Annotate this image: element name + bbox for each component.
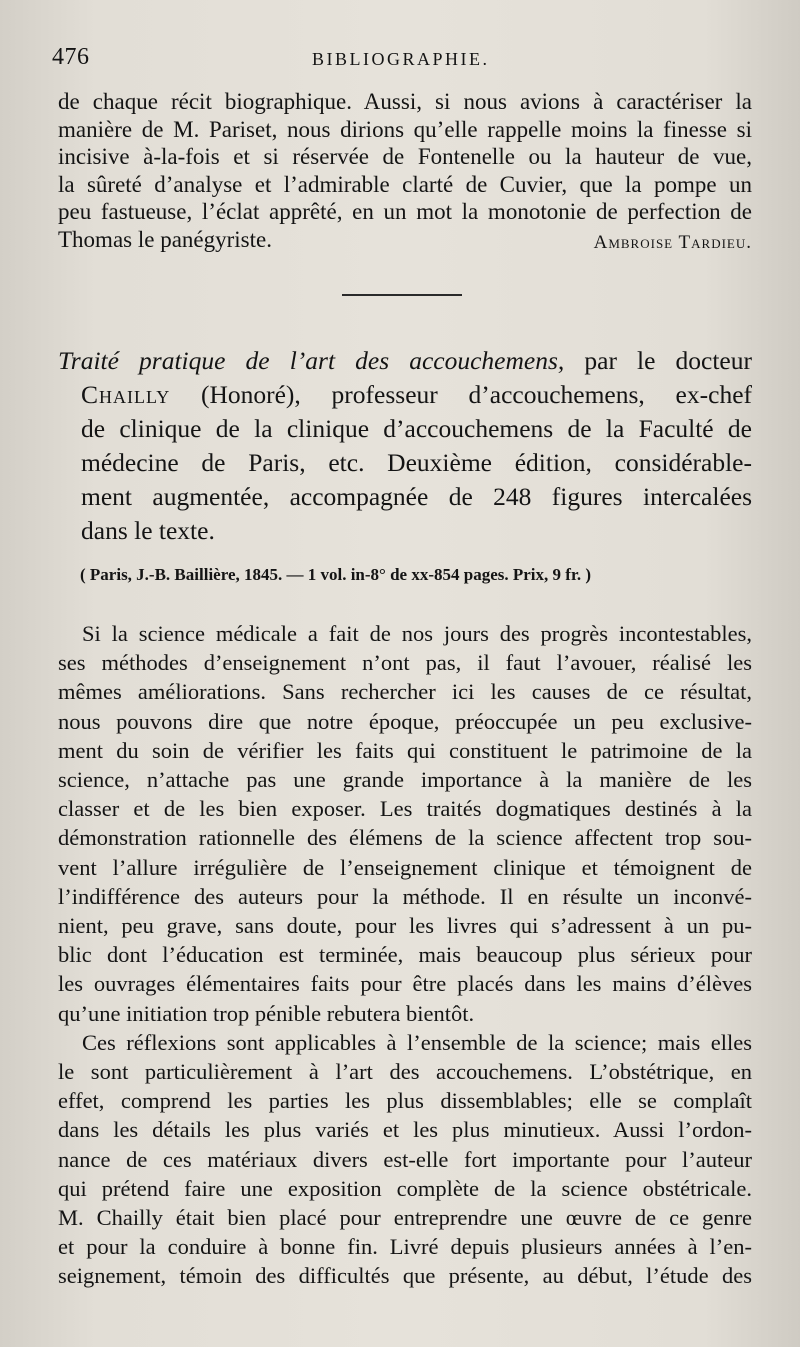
entry-line bbox=[58, 378, 752, 412]
entry-line: ment augmentée, accompagnée de 248 figures intercalées bbox=[81, 482, 752, 511]
review-text bbox=[58, 619, 752, 1291]
text-line: Si la science médicale a fait de nos jours des progrès incontestables, bbox=[82, 621, 752, 646]
text-line: qui prétend faire une exposition complète de la science obstétricale. bbox=[58, 1175, 752, 1201]
text-line: l’indifférence des auteurs pour la méthode. Il en résulte un inconvé- bbox=[58, 883, 752, 909]
text-line: qu’une initiation trop pénible rebutera bientôt. bbox=[58, 1000, 475, 1026]
section-divider bbox=[342, 294, 462, 296]
running-head: BIBLIOGRAPHIE. bbox=[312, 49, 490, 69]
entry-line bbox=[58, 344, 752, 378]
text-line: les ouvrages élémentaires faits pour être placés dans les mains d’élèves bbox=[58, 971, 752, 997]
bibliographic-entry bbox=[58, 344, 752, 548]
text-line: le sont particulièrement à l’art des accouchemens. L’obstétrique, en bbox=[58, 1059, 752, 1085]
author-name: Chailly bbox=[81, 380, 171, 409]
entry-text: (Honoré), professeur d’accouchemens, ex-chef bbox=[170, 380, 752, 409]
signature-line bbox=[58, 226, 752, 257]
text-line: Ces réflexions sont applicables à l’ensemble de la science; mais elles bbox=[82, 1029, 752, 1055]
entry-line: dans le texte. bbox=[81, 516, 215, 545]
text-line: nance de ces matériaux divers est-elle fort importante pour l’auteur bbox=[58, 1146, 752, 1172]
text-line: nient, peu grave, sans doute, pour les livres qui s’adressent à un pu- bbox=[58, 913, 752, 939]
entry-line: médecine de Paris, etc. Deuxième édition, considérable- bbox=[81, 448, 752, 477]
text-line: blic dont l’éducation est terminée, mais beaucoup plus sérieux pour bbox=[58, 942, 752, 968]
text-line: peu fastueuse, l’éclat apprêté, en un mot la monotonie de perfection de bbox=[58, 199, 752, 224]
previous-review-ending bbox=[58, 88, 752, 256]
text-line: de chaque récit biographique. Aussi, si nous avions à caractériser la bbox=[58, 89, 752, 114]
text-line: mêmes améliorations. Sans rechercher ici les causes de ce résultat, bbox=[58, 679, 752, 705]
text-line: dans les détails les plus variés et les plus minutieux. Aussi l’ordon- bbox=[58, 1117, 752, 1143]
review-signature: Ambroise Tardieu. bbox=[593, 231, 752, 253]
text-line: et pour la conduire à bonne fin. Livré depuis plusieurs années à l’en- bbox=[58, 1234, 752, 1260]
text-line: la sûreté d’analyse et l’admirable clarté de Cuvier, que la pompe un bbox=[58, 171, 752, 197]
text-line: nous pouvons dire que notre époque, préoccupée un peu exclusive- bbox=[58, 708, 752, 734]
entry-text: par le docteur bbox=[564, 346, 752, 375]
text-line: science, n’attache pas une grande importance à la manière de les bbox=[58, 767, 752, 793]
text-line: démonstration rationnelle des élémens de la science affectent trop sou- bbox=[58, 825, 752, 851]
book-title: Traité pratique de l’art des accouchemens, bbox=[58, 346, 565, 375]
page-header bbox=[52, 44, 748, 76]
text-line: effet, comprend les parties les plus dissemblables; elle se complaît bbox=[58, 1088, 752, 1114]
text-line: M. Chailly était bien placé pour entreprendre une œuvre de ce genre bbox=[58, 1205, 752, 1231]
text-line: ses méthodes d’enseignement n’ont pas, il faut l’avouer, réalisé les bbox=[58, 650, 752, 676]
entry-line: de clinique de la clinique d’accouchemens de la Faculté de bbox=[81, 414, 752, 443]
text-line: Thomas le panégyriste. bbox=[58, 226, 272, 252]
text-line: classer et de les bien exposer. Les traités dogmatiques destinés à la bbox=[58, 796, 752, 822]
text-line: vent l’allure irrégulière de l’enseignement clinique et témoignent de bbox=[58, 854, 752, 880]
text-line: ment du soin de vérifier les faits qui constituent le patrimoine de la bbox=[58, 737, 752, 763]
text-line: manière de M. Pariset, nous dirions qu’elle rappelle moins la finesse si bbox=[58, 116, 752, 142]
publication-info: ( Paris, J.-B. Baillière, 1845. — 1 vol. in-8° de xx-854 pages. Prix, 9 fr. ) bbox=[80, 565, 592, 584]
text-line: seignement, témoin des difficultés que présente, au début, l’étude des bbox=[58, 1263, 752, 1289]
page-number: 476 bbox=[52, 44, 90, 70]
text-line: incisive à-la-fois et si réservée de Fontenelle ou la hauteur de vue, bbox=[58, 144, 752, 169]
